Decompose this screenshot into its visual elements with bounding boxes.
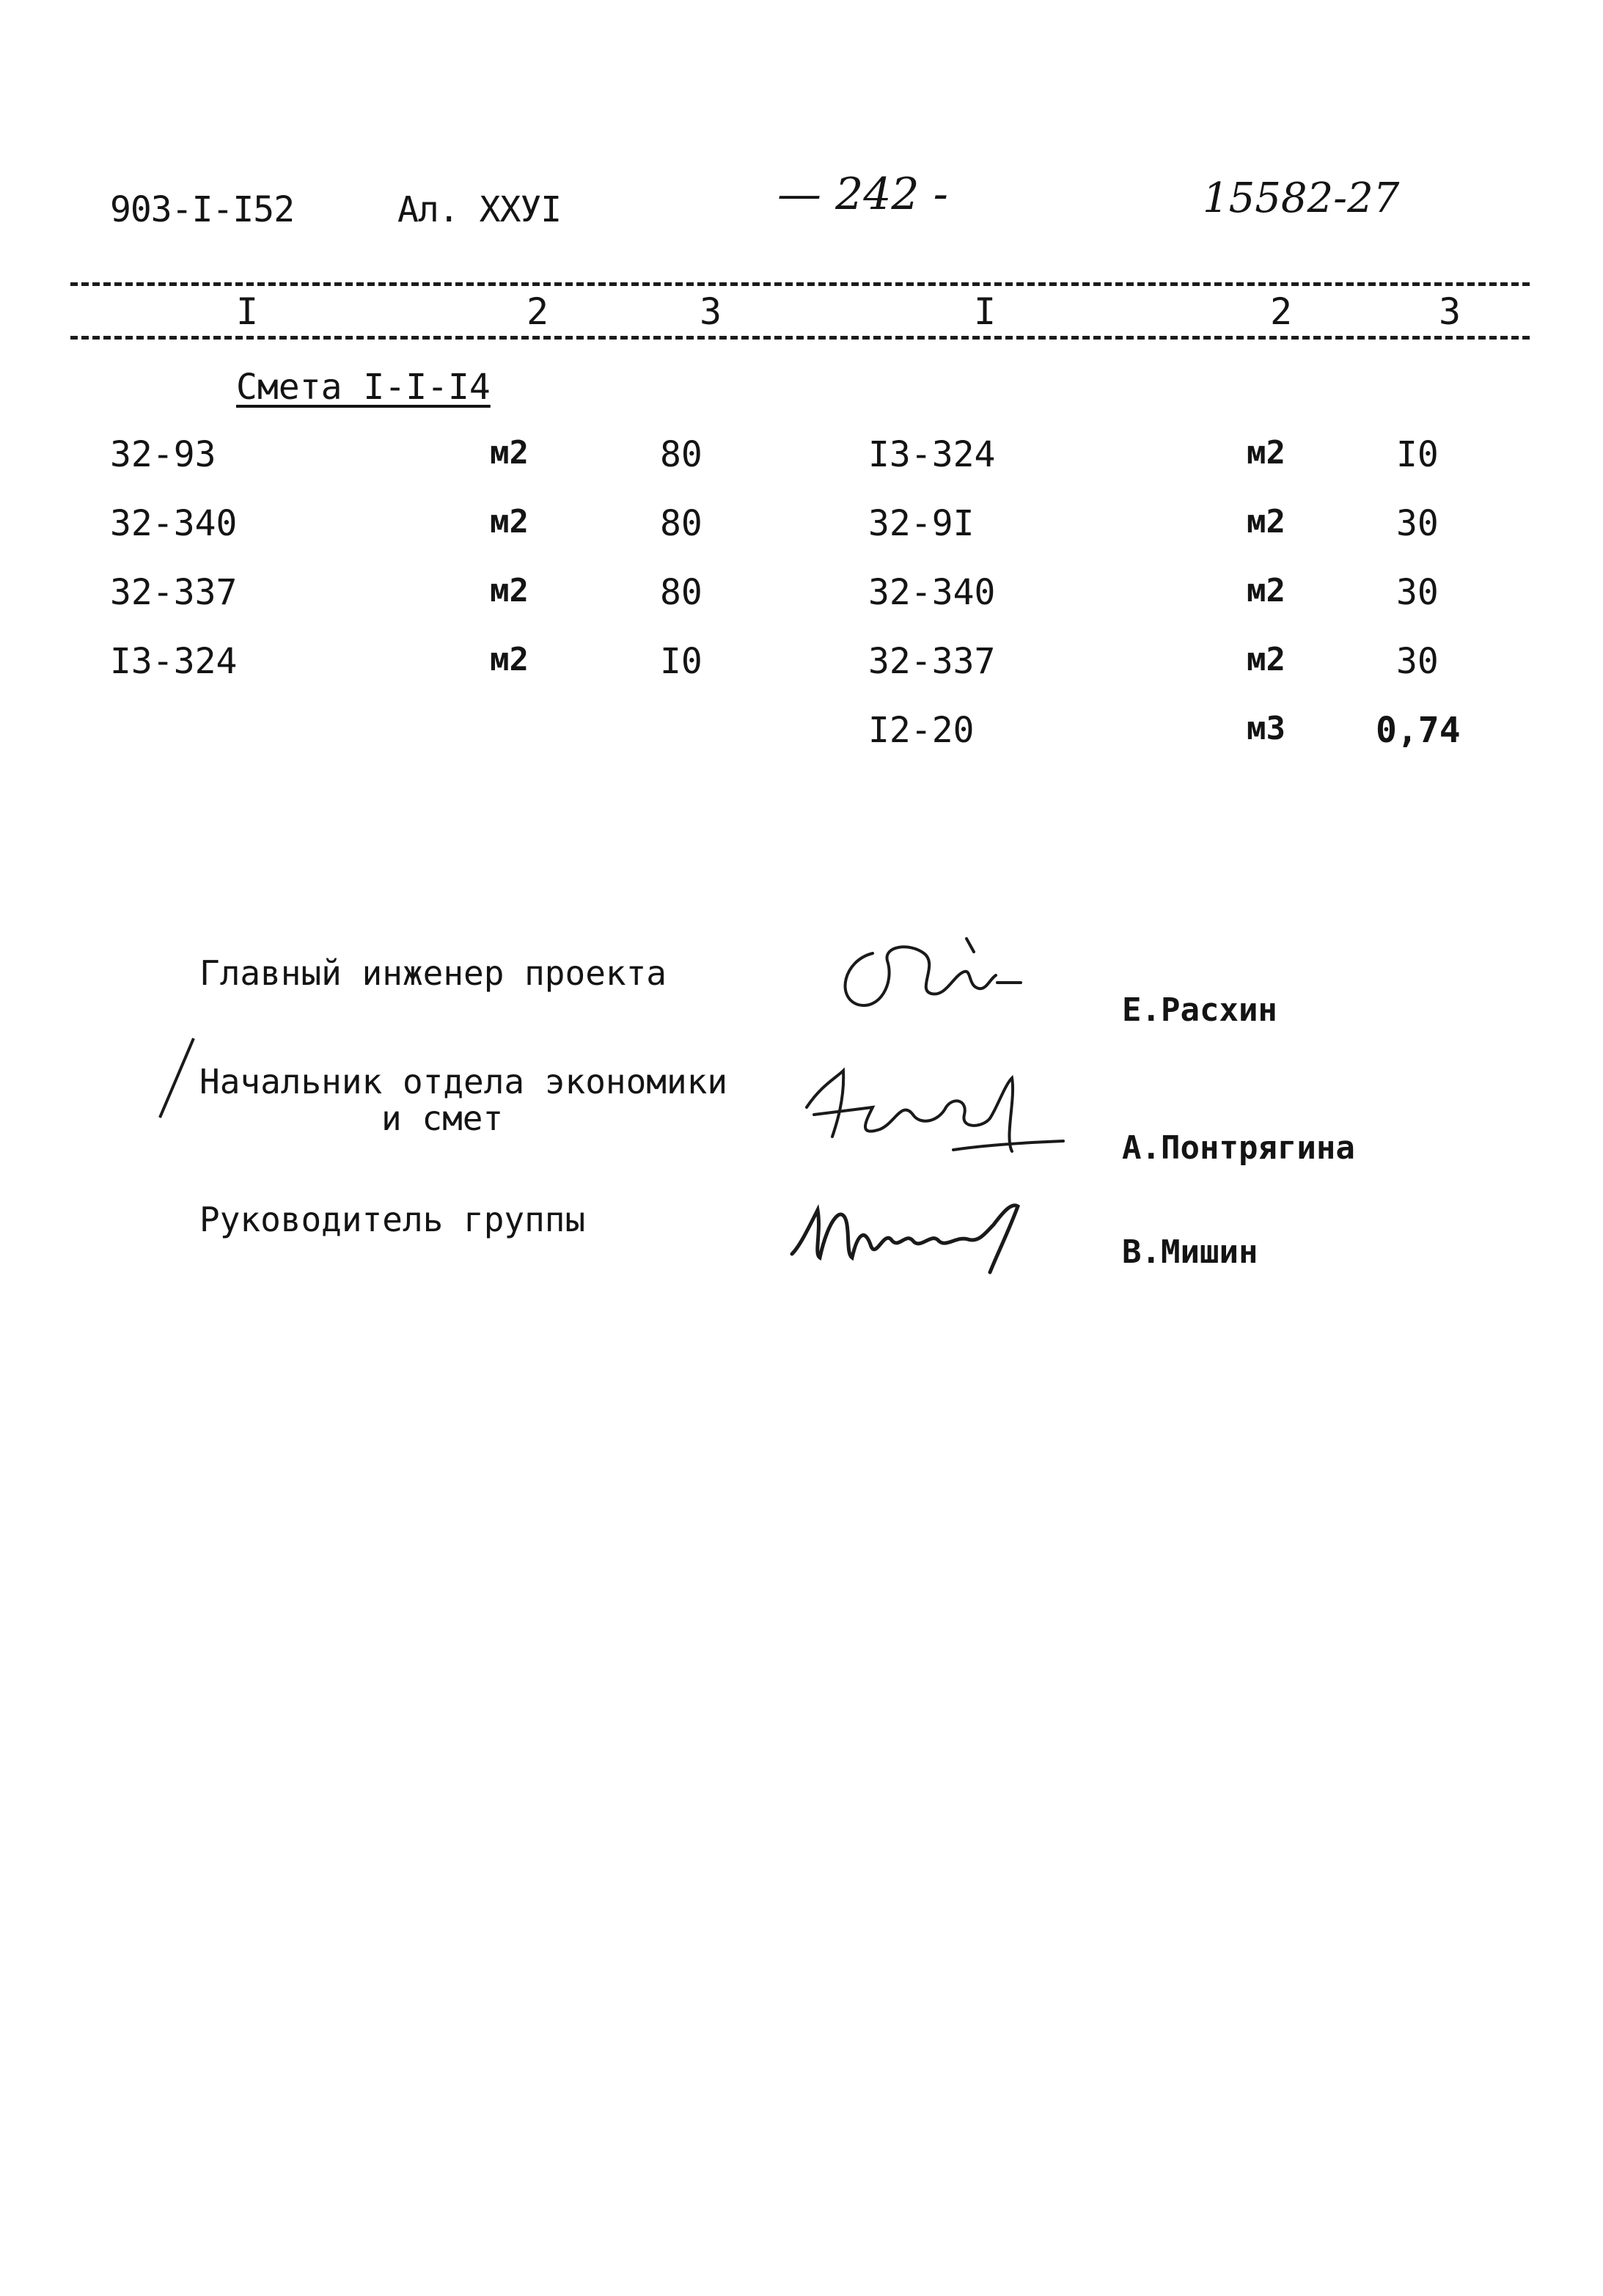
row-code: 32-337 bbox=[868, 641, 996, 682]
row-quantity: 30 bbox=[1396, 572, 1439, 613]
row-quantity: 30 bbox=[1396, 503, 1439, 544]
row-code: I2-20 bbox=[868, 710, 975, 751]
row-quantity: I0 bbox=[660, 641, 703, 682]
column-header-left-2: 2 bbox=[527, 290, 549, 333]
column-header-right-1: I bbox=[974, 290, 997, 333]
approval-slash-mark bbox=[155, 1035, 199, 1123]
row-unit: м2 bbox=[1247, 434, 1285, 472]
column-header-left-3: 3 bbox=[700, 290, 722, 333]
role-group-leader: Руководитель группы bbox=[199, 1200, 586, 1239]
row-unit: м2 bbox=[490, 503, 529, 540]
row-unit: м2 bbox=[1247, 503, 1285, 540]
name-department-head: А.Понтрягина bbox=[1122, 1129, 1355, 1167]
table-row bbox=[0, 503, 1603, 554]
header-rule-bottom bbox=[70, 336, 1530, 340]
role-department-head-line2: и смет bbox=[381, 1099, 504, 1138]
header-rule-top bbox=[70, 282, 1530, 286]
row-quantity: 30 bbox=[1396, 641, 1439, 682]
table-row bbox=[0, 434, 1603, 485]
column-header-left-1: I bbox=[236, 290, 259, 333]
row-code: 32-9I bbox=[868, 503, 975, 544]
document-code: 903-I-I52 bbox=[110, 189, 295, 230]
column-header-right-2: 2 bbox=[1270, 290, 1293, 333]
row-quantity: 80 bbox=[660, 503, 703, 544]
row-quantity: I0 bbox=[1396, 434, 1439, 475]
table-row bbox=[0, 710, 1603, 761]
row-unit: м2 bbox=[490, 434, 529, 472]
row-unit: м3 bbox=[1247, 710, 1285, 747]
album-label: Ал. XXУI bbox=[397, 189, 562, 230]
role-department-head: Начальник отдела экономики bbox=[199, 1062, 728, 1101]
row-code: 32-340 bbox=[868, 572, 996, 613]
name-chief-engineer: Е.Расхин bbox=[1122, 991, 1277, 1029]
row-unit: м2 bbox=[490, 572, 529, 609]
role-chief-engineer: Главный инженер проекта bbox=[199, 953, 667, 993]
name-group-leader: В.Мишин bbox=[1122, 1233, 1258, 1271]
inventory-number: 15582-27 bbox=[1203, 175, 1400, 222]
row-code: I3-324 bbox=[868, 434, 996, 475]
row-code: 32-337 bbox=[110, 572, 238, 613]
row-unit: м2 bbox=[1247, 572, 1285, 609]
row-code: 32-340 bbox=[110, 503, 238, 544]
table-row bbox=[0, 641, 1603, 692]
row-quantity: 80 bbox=[660, 572, 703, 613]
row-unit: м2 bbox=[1247, 641, 1285, 678]
row-quantity: 80 bbox=[660, 434, 703, 475]
page-number: — 242 - bbox=[777, 169, 948, 220]
signature-department-head bbox=[792, 1056, 1071, 1181]
column-header-right-3: 3 bbox=[1439, 290, 1461, 333]
row-code: 32-93 bbox=[110, 434, 216, 475]
signature-chief-engineer bbox=[829, 931, 1027, 1027]
table-row bbox=[0, 572, 1603, 623]
signature-group-leader bbox=[785, 1181, 1034, 1283]
row-code: I3-324 bbox=[110, 641, 238, 682]
estimate-title: Смета I-I-I4 bbox=[236, 367, 491, 408]
row-quantity: 0,74 bbox=[1376, 710, 1461, 751]
row-unit: м2 bbox=[490, 641, 529, 678]
